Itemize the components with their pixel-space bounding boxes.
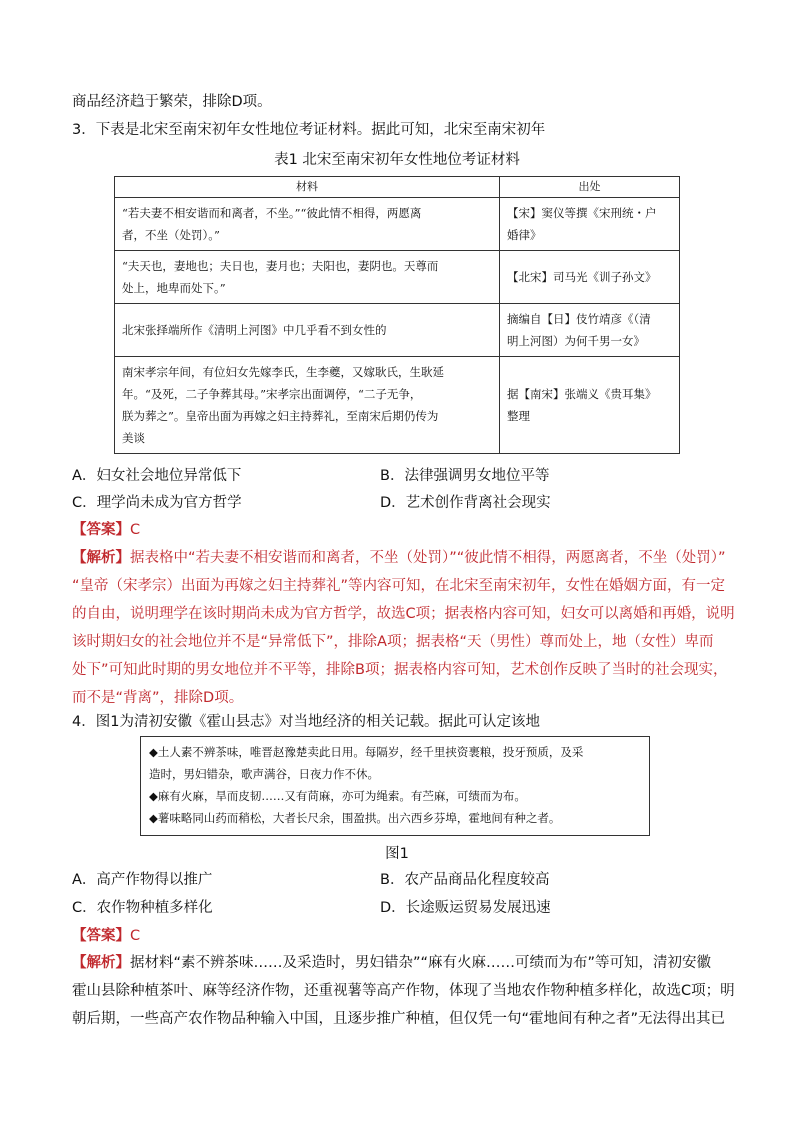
q3-analysis-line: “皇帝（宋孝宗）出面为再嫁之妇主持葬礼”等内容可知，在北宋至南宋初年，女性在婚姻方面，有一定: [72, 578, 726, 594]
q3-option-d: D．艺术创作背离社会现实: [380, 495, 551, 511]
q4-option-d: D．长途贩运贸易发展迅速: [380, 900, 551, 916]
table-header-row: [115, 177, 680, 198]
q3-option-a: A．妇女社会地位异常低下: [72, 468, 242, 484]
q3-analysis-line: 该时期妇女的社会地位并不是“异常低下”，排除A项；据表格“天（男性）尊而处上，地（女性）卑而: [72, 634, 714, 650]
q3-analysis-line: 的自由，说明理学在该时期尚未成为官方哲学，故选C项；据表格内容可知，妇女可以离婚和再婚，说明: [72, 606, 735, 622]
q3-option-b: B．法律强调男女地位平等: [380, 468, 550, 484]
q4-option-a: A．高产作物得以推广: [72, 872, 213, 888]
answer-label: 【答案】: [72, 928, 130, 944]
q4-option-b: B．农产品商品化程度较高: [380, 872, 550, 888]
figure-1-box: [140, 736, 650, 836]
question-3-stem: 3．下表是北宋至南宋初年女性地位考证材料。据此可知，北宋至南宋初年: [72, 122, 546, 138]
box-line: 造时，男妇错杂，歌声满谷，日夜力作不休。: [149, 767, 379, 781]
box-line: ◆薯味略同山药而稍松，大者长尺余，围盈拱。出六西乡芬埠，霍地间有种之者。: [149, 811, 561, 825]
source-cell: 【北宋】司马光《训子孙文》: [500, 251, 680, 304]
q3-answer: [72, 520, 140, 540]
analysis-label: 【解析】: [72, 550, 130, 566]
question-4-stem: 4．图1为清初安徽《霍山县志》对当地经济的相关记载。据此可认定该地: [72, 714, 540, 730]
source-cell: 【宋】窦仪等撰《宋刑统・户 婚律》: [500, 198, 680, 251]
material-cell: 北宋张择端所作《清明上河图》中几乎看不到女性的: [115, 304, 500, 357]
q3-analysis-line: 处下”可知此时期的男女地位并不平等，排除B项；据表格内容可知，艺术创作反映了当时的社会现实，: [72, 662, 728, 678]
answer-value: C: [130, 522, 141, 538]
table-row: [115, 357, 680, 454]
header-material: 材料: [115, 177, 500, 198]
q3-analysis-line: 【解析】据表格中“若夫妻不相安谐而和离者，不坐（处罚）”“彼此情不相得，两愿离者，不坐（处罚）”: [72, 550, 726, 566]
intro-line: 商品经济趋于繁荣，排除D项。: [72, 94, 272, 110]
box-line: ◆麻有火麻，旱而皮韧……又有苘麻，亦可为绳索。有苎麻，可绩而为布。: [149, 789, 526, 803]
q4-option-c: C．农作物种植多样化: [72, 900, 213, 916]
q4-analysis-line: 【解析】据材料“素不辨茶味……及采造时，男妇错杂”“麻有火麻……可绩而为布”等可知，清初安徽: [72, 955, 712, 971]
evidence-table: [114, 176, 680, 454]
analysis-label: 【解析】: [72, 955, 130, 971]
table-row: [115, 251, 680, 304]
header-source: 出处: [500, 177, 680, 198]
source-cell: 摘编自【日】伎竹靖彦《（清 明上河图）为何千男一女》: [500, 304, 680, 357]
q4-analysis-line: 朝后期，一些高产农作物品种输入中国，且逐步推广种植，但仅凭一句“霍地间有种之者”无法得出其已: [72, 1011, 726, 1027]
material-cell: “夫天也，妻地也；夫日也，妻月也；夫阳也，妻阴也。天尊而 处上，地卑而处下。”: [115, 251, 500, 304]
q3-option-c: C．理学尚未成为官方哲学: [72, 495, 242, 511]
material-cell: “若夫妻不相安谐而和离者，不坐。”“彼此情不相得，两愿离 者，不坐（处罚）。”: [115, 198, 500, 251]
figure-caption: 图1: [385, 846, 409, 862]
q4-answer: [72, 926, 140, 946]
q4-analysis-line: 霍山县除种植茶叶、麻等经济作物，还重视薯等高产作物，体现了当地农作物种植多样化，故选C项；明: [72, 983, 735, 999]
table-caption: 表1 北宋至南宋初年女性地位考证材料: [274, 152, 520, 168]
table-row: [115, 198, 680, 251]
q3-analysis-line: 而不是“背离”，排除D项。: [72, 690, 244, 706]
answer-value: C: [130, 928, 141, 944]
box-line: ◆土人素不辨茶味，唯晋赵豫楚卖此日用。每隔岁，经千里挟资裹粮，投牙预质，及采: [149, 745, 584, 759]
material-cell: 南宋孝宗年间，有位妇女先嫁李氏，生李夔，又嫁耿氏，生耿延 年。“及死，二子争葬其母。”宋孝宗出面调停，“二子无争， 朕为葬之”。皇帝出面为再嫁之妇主持葬礼，至南宋后期仍传为 美谈: [115, 357, 500, 454]
table-row: [115, 304, 680, 357]
source-cell: 据【南宋】张端义《贵耳集》 整理: [500, 357, 680, 454]
answer-label: 【答案】: [72, 522, 130, 538]
